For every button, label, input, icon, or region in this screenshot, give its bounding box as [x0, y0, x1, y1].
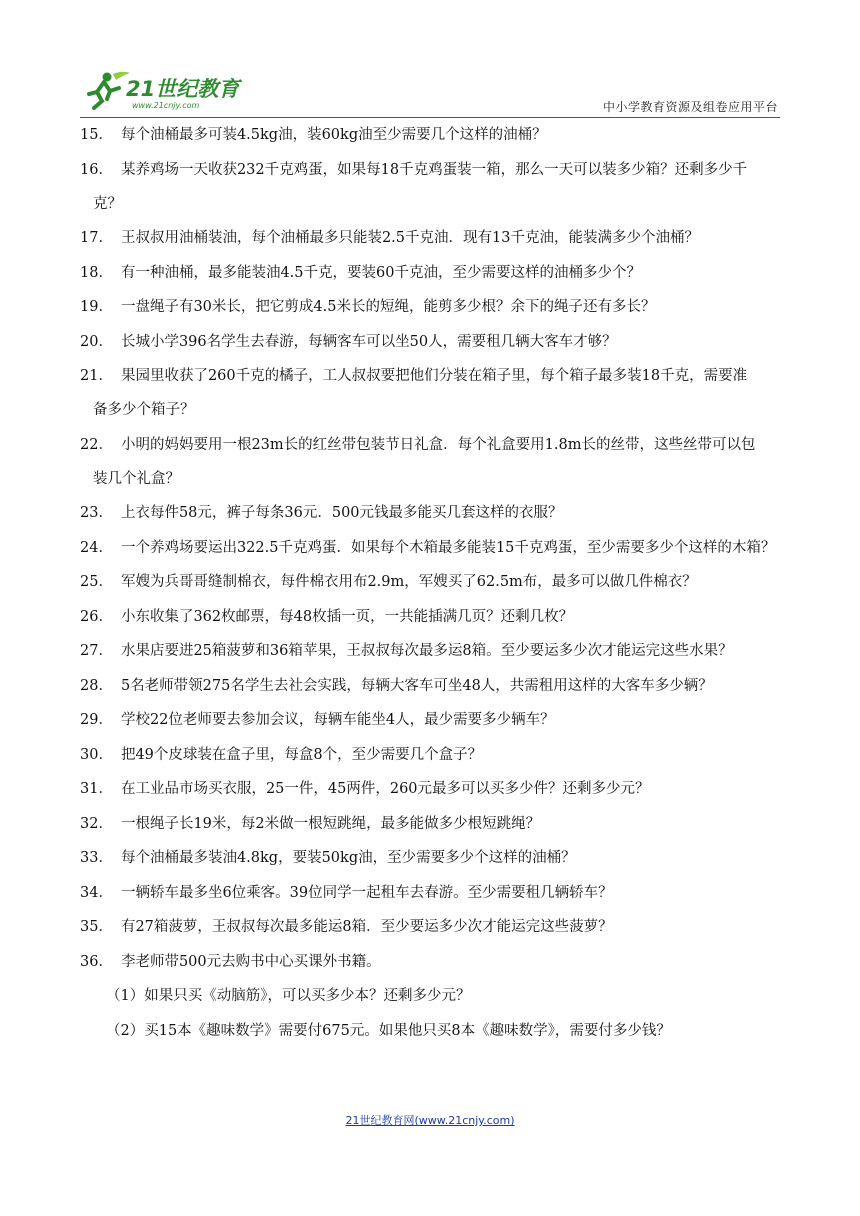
- question-text: 水果店要进25箱菠萝和36箱苹果，王叔叔每次最多运8箱。至少要运多少次才能运完这些水果？: [120, 643, 733, 659]
- question-text: 有一种油桶，最多能装油4.5千克，要装60千克油，至少需要这样的油桶多少个？: [120, 264, 641, 281]
- question-item: [80, 263, 785, 284]
- question-number: 19．: [80, 299, 113, 315]
- question-item: [80, 745, 785, 766]
- question-item: [80, 779, 785, 800]
- question-list: [80, 125, 785, 1055]
- question-item: [80, 641, 785, 662]
- question-number: 27．: [80, 643, 113, 659]
- question-item: [80, 366, 785, 421]
- question-item: [80, 332, 785, 353]
- question-number: 26．: [80, 608, 113, 625]
- question-number: 31．: [80, 781, 113, 797]
- question-item: [80, 710, 785, 731]
- logo-text: 21世纪教育: [126, 77, 240, 101]
- question-item: [80, 676, 785, 697]
- question-number: 18．: [80, 264, 113, 281]
- footer-link[interactable]: 21世纪教育网(www.21cnjy.com): [345, 1114, 515, 1127]
- question-number: 25．: [80, 574, 113, 590]
- question-item: [80, 538, 785, 559]
- subquestion-item: （2）买15本《趣味数学》需要付675元。如果他只买8本《趣味数学》，需要付多少钱？: [106, 1022, 671, 1039]
- question-number: 30．: [80, 746, 113, 763]
- question-number: 22．: [80, 436, 113, 453]
- question-item: [80, 228, 785, 249]
- question-item: [80, 125, 785, 146]
- question-text: 有27箱菠萝，王叔叔每次最多能运8箱．至少要运多少次才能运完这些菠萝？: [120, 919, 613, 935]
- question-item: [80, 503, 785, 524]
- logo-21cnjy: [80, 66, 260, 112]
- question-text: 一个养鸡场要运出322.5千克鸡蛋．如果每个木箱最多能装15千克鸡蛋，至少需要多少个这样的木箱？: [120, 539, 776, 556]
- question-text: 王叔叔用油桶装油，每个油桶最多只能装2.5千克油．现有13千克油，能装满多少个油桶？: [120, 230, 699, 246]
- platform-name: 中小学教育资源及组卷应用平台: [602, 100, 778, 114]
- question-number: 36．: [80, 953, 113, 970]
- question-text: 在工业品市场买衣服，25一件，45两件，260元最多可以买多少件？还剩多少元？: [120, 781, 650, 797]
- question-number: 35．: [80, 919, 113, 935]
- question-text: 克？: [93, 195, 122, 212]
- question-text: 上衣每件58元，裤子每条36元．500元钱最多能买几套这样的衣服？: [120, 505, 563, 521]
- question-number: 28．: [80, 677, 113, 694]
- question-item: [80, 883, 785, 904]
- question-text: 装几个礼盒？: [93, 470, 180, 487]
- question-text: 每个油桶最多装油4.8kg，要装50kg油，至少需要多少个这样的油桶？: [120, 850, 576, 866]
- question-number: 16．: [80, 161, 113, 178]
- question-text: 长城小学396名学生去春游，每辆客车可以坐50人，需要租几辆大客车才够？: [120, 333, 617, 350]
- question-item: [80, 435, 785, 490]
- logo-url: www.21cnjy.com: [132, 101, 200, 110]
- question-number: 15．: [80, 127, 113, 143]
- question-text: 每个油桶最多可装4.5kg油，装60kg油至少需要几个这样的油桶？: [120, 127, 547, 143]
- question-item: [80, 572, 785, 593]
- question-number: 23．: [80, 505, 113, 521]
- question-number: 21．: [80, 368, 113, 384]
- question-text: 某养鸡场一天收获232千克鸡蛋，如果每18千克鸡蛋装一箱，那么一天可以装多少箱？还剩多少千: [120, 161, 748, 178]
- question-item: [80, 607, 785, 628]
- question-text: 把49个皮球装在盒子里，每盒8个，至少需要几个盒子？: [120, 746, 483, 763]
- question-text: 军嫂为兵哥哥缝制棉衣，每件棉衣用布2.9m，军嫂买了62.5m布，最多可以做几件棉衣？: [120, 574, 697, 590]
- question-number: 24．: [80, 539, 113, 556]
- question-text: 学校22位老师要去参加会议，每辆车能坐4人，最少需要多少辆车？: [120, 712, 555, 728]
- question-item: [80, 814, 785, 835]
- question-text: 5名老师带领275名学生去社会实践，每辆大客车可坐48人，共需租用这样的大客车多少辆？: [120, 677, 713, 694]
- question-number: 20．: [80, 333, 113, 350]
- question-item: [80, 848, 785, 869]
- question-text: 李老师带500元去购书中心买课外书籍。: [120, 953, 381, 970]
- header-divider: [80, 117, 780, 118]
- question-number: 33．: [80, 850, 113, 866]
- question-text: 小东收集了362枚邮票，每48枚插一页，一共能插满几页？还剩几枚？: [120, 608, 574, 625]
- question-item: [80, 952, 785, 973]
- question-number: 32．: [80, 815, 113, 832]
- question-item: [80, 297, 785, 318]
- subquestion-item: （1）如果只买《动脑筋》，可以买多少本？还剩多少元？: [106, 988, 471, 1004]
- question-text: 备多少个箱子？: [93, 402, 195, 418]
- question-item: [80, 160, 785, 215]
- question-number: 34．: [80, 884, 113, 901]
- question-text: 小明的妈妈要用一根23m长的红丝带包装节日礼盒．每个礼盒要用1.8m长的丝带，这些丝带可以包: [120, 436, 756, 453]
- runner-icon: [89, 72, 130, 108]
- question-number: 29．: [80, 712, 113, 728]
- question-text: 一辆轿车最多坐6位乘客。39位同学一起租车去春游。至少需要租几辆轿车？: [120, 884, 613, 901]
- question-text: 一根绳子长19米，每2米做一根短跳绳，最多能做多少根短跳绳？: [120, 815, 541, 832]
- page-footer: [0, 1112, 860, 1128]
- page-header: [80, 66, 780, 118]
- question-number: 17．: [80, 230, 113, 246]
- question-text: 一盘绳子有30米长，把它剪成4.5米长的短绳，能剪多少根？余下的绳子还有多长？: [120, 299, 656, 315]
- question-item: [80, 917, 785, 938]
- question-text: 果园里收获了260千克的橘子，工人叔叔要把他们分装在箱子里，每个箱子最多装18千克，需要准: [120, 368, 748, 384]
